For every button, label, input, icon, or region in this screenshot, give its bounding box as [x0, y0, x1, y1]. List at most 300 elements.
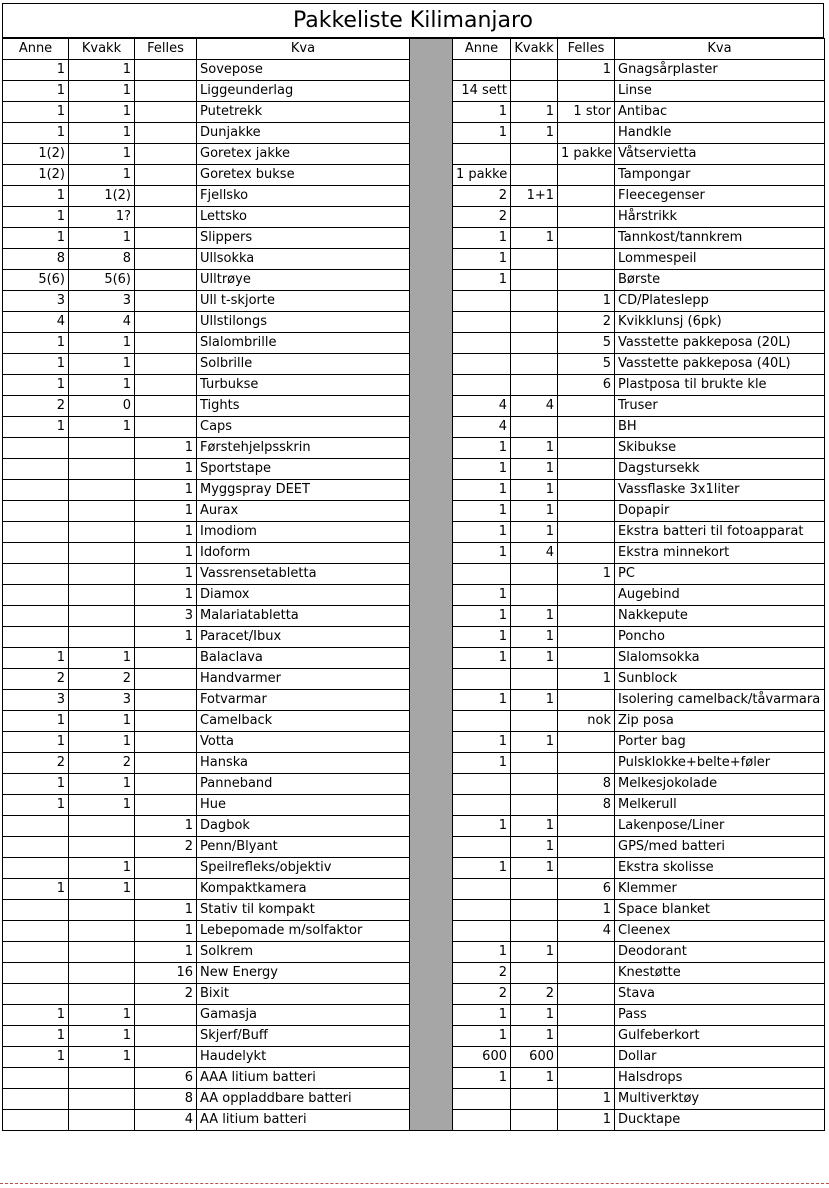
left-anne-cell: 1 [3, 81, 69, 102]
left-item-cell: Lebepomade m/solfaktor [197, 921, 410, 942]
left-item-cell: Panneband [197, 774, 410, 795]
right-anne-cell: 1 [453, 228, 511, 249]
right-felles-cell [558, 480, 615, 501]
left-felles-cell: 6 [135, 1068, 197, 1089]
left-kvakk-cell: 1 [69, 81, 135, 102]
left-kvakk-cell [69, 606, 135, 627]
left-item-cell: Lettsko [197, 207, 410, 228]
right-kvakk-cell: 1 [511, 858, 558, 879]
right-anne-cell: 1 [453, 459, 511, 480]
left-felles-cell [135, 228, 197, 249]
right-item-cell: Linse [615, 81, 825, 102]
right-kvakk-cell: 1 [511, 732, 558, 753]
left-felles-cell [135, 60, 197, 81]
separator-column [410, 39, 453, 1131]
right-kvakk-cell: 1 [511, 648, 558, 669]
left-anne-cell [3, 459, 69, 480]
right-felles-cell [558, 942, 615, 963]
left-kvakk-cell: 2 [69, 669, 135, 690]
left-anne-cell [3, 1089, 69, 1110]
right-felles-cell [558, 249, 615, 270]
left-anne-cell: 1(2) [3, 165, 69, 186]
right-anne-cell [453, 774, 511, 795]
left-item-cell: Myggspray DEET [197, 480, 410, 501]
left-felles-cell: 1 [135, 921, 197, 942]
left-item-cell: Bixit [197, 984, 410, 1005]
right-item-cell: Dollar [615, 1047, 825, 1068]
left-anne-cell [3, 963, 69, 984]
left-felles-cell [135, 102, 197, 123]
right-kvakk-cell: 1 [511, 1026, 558, 1047]
right-felles-cell: 5 [558, 333, 615, 354]
left-anne-cell [3, 480, 69, 501]
left-item-cell: Gamasja [197, 1005, 410, 1026]
right-kvakk-cell [511, 60, 558, 81]
left-felles-cell [135, 207, 197, 228]
left-felles-cell: 1 [135, 585, 197, 606]
left-item-cell: AAA litium batteri [197, 1068, 410, 1089]
left-kvakk-cell: 3 [69, 690, 135, 711]
right-item-cell: Antibac [615, 102, 825, 123]
right-kvakk-cell [511, 921, 558, 942]
left-kvakk-cell: 1 [69, 1047, 135, 1068]
right-felles-cell [558, 438, 615, 459]
right-anne-cell: 2 [453, 207, 511, 228]
left-felles-cell [135, 186, 197, 207]
right-felles-cell [558, 228, 615, 249]
right-anne-cell: 1 [453, 270, 511, 291]
right-kvakk-cell: 1 [511, 606, 558, 627]
right-felles-cell [558, 501, 615, 522]
right-item-cell: Vasstette pakkeposa (40L) [615, 354, 825, 375]
right-item-cell: Tampongar [615, 165, 825, 186]
left-felles-cell: 1 [135, 459, 197, 480]
left-anne-cell [3, 984, 69, 1005]
right-kvakk-cell: 1+1 [511, 186, 558, 207]
header-anne: Anne [3, 39, 69, 60]
left-item-cell: Førstehjelpsskrin [197, 438, 410, 459]
right-felles-cell: 2 [558, 312, 615, 333]
right-anne-cell: 4 [453, 396, 511, 417]
left-felles-cell: 1 [135, 816, 197, 837]
right-kvakk-cell [511, 270, 558, 291]
left-anne-cell [3, 900, 69, 921]
left-kvakk-cell: 1 [69, 774, 135, 795]
right-felles-cell: 6 [558, 375, 615, 396]
left-anne-cell: 1 [3, 375, 69, 396]
right-anne-cell: 4 [453, 417, 511, 438]
right-felles-cell: 1 pakke [558, 144, 615, 165]
right-anne-cell [453, 879, 511, 900]
header-kvakk: Kvakk [69, 39, 135, 60]
left-felles-cell [135, 690, 197, 711]
right-felles-cell [558, 270, 615, 291]
right-item-cell: Slalomsokka [615, 648, 825, 669]
right-anne-cell: 2 [453, 984, 511, 1005]
right-felles-cell [558, 1068, 615, 1089]
right-anne-cell: 1 [453, 648, 511, 669]
left-anne-cell [3, 564, 69, 585]
right-item-cell: Gulfeberkort [615, 1026, 825, 1047]
left-kvakk-cell: 1 [69, 375, 135, 396]
left-item-cell: New Energy [197, 963, 410, 984]
right-anne-cell [453, 921, 511, 942]
right-anne-cell: 1 [453, 585, 511, 606]
left-felles-cell: 1 [135, 522, 197, 543]
right-kvakk-cell [511, 354, 558, 375]
right-item-cell: Tannkost/tannkrem [615, 228, 825, 249]
right-kvakk-cell [511, 165, 558, 186]
right-item-cell: Handkle [615, 123, 825, 144]
right-kvakk-cell [511, 81, 558, 102]
left-kvakk-cell [69, 963, 135, 984]
right-felles-cell: 1 [558, 1089, 615, 1110]
left-felles-cell [135, 375, 197, 396]
left-kvakk-cell [69, 1110, 135, 1131]
right-anne-cell [453, 291, 511, 312]
left-felles-cell [135, 1005, 197, 1026]
left-felles-cell: 3 [135, 606, 197, 627]
right-kvakk-cell [511, 375, 558, 396]
left-item-cell: Sportstape [197, 459, 410, 480]
right-anne-cell: 1 [453, 690, 511, 711]
right-kvakk-cell: 4 [511, 396, 558, 417]
right-item-cell: Sunblock [615, 669, 825, 690]
right-felles-cell [558, 816, 615, 837]
left-kvakk-cell [69, 1068, 135, 1089]
right-kvakk-cell [511, 144, 558, 165]
left-anne-cell [3, 522, 69, 543]
right-item-cell: Lommespeil [615, 249, 825, 270]
left-item-cell: Idoform [197, 543, 410, 564]
right-anne-cell: 1 [453, 1026, 511, 1047]
right-item-cell: Melkesjokolade [615, 774, 825, 795]
left-felles-cell [135, 144, 197, 165]
left-felles-cell: 1 [135, 627, 197, 648]
left-item-cell: Dagbok [197, 816, 410, 837]
right-kvakk-cell [511, 669, 558, 690]
right-item-cell: Augebind [615, 585, 825, 606]
right-kvakk-cell: 1 [511, 123, 558, 144]
left-felles-cell [135, 648, 197, 669]
right-anne-cell: 1 [453, 249, 511, 270]
left-anne-cell: 1 [3, 648, 69, 669]
left-kvakk-cell [69, 501, 135, 522]
left-anne-cell: 1 [3, 60, 69, 81]
right-anne-cell: 1 [453, 480, 511, 501]
left-kvakk-cell: 1 [69, 1005, 135, 1026]
right-kvakk-cell [511, 417, 558, 438]
right-felles-cell [558, 732, 615, 753]
right-item-cell: Porter bag [615, 732, 825, 753]
left-item-cell: Diamox [197, 585, 410, 606]
right-anne-cell: 1 [453, 438, 511, 459]
sheet-title: Pakkeliste Kilimanjaro [2, 3, 824, 38]
left-item-cell: Aurax [197, 501, 410, 522]
right-kvakk-cell [511, 795, 558, 816]
right-item-cell: Dopapir [615, 501, 825, 522]
left-kvakk-cell: 1 [69, 165, 135, 186]
left-item-cell: Speilrefleks/objektiv [197, 858, 410, 879]
right-felles-cell: 6 [558, 879, 615, 900]
right-anne-cell [453, 795, 511, 816]
right-anne-cell: 1 [453, 732, 511, 753]
left-kvakk-cell: 5(6) [69, 270, 135, 291]
right-felles-cell [558, 123, 615, 144]
right-kvakk-cell: 1 [511, 627, 558, 648]
right-kvakk-cell: 1 [511, 102, 558, 123]
header-anne: Anne [453, 39, 511, 60]
right-item-cell: Dagstursekk [615, 459, 825, 480]
right-felles-cell [558, 417, 615, 438]
right-item-cell: Vasstette pakkeposa (20L) [615, 333, 825, 354]
right-kvakk-cell [511, 963, 558, 984]
left-item-cell: Ullstilongs [197, 312, 410, 333]
left-felles-cell: 1 [135, 438, 197, 459]
left-felles-cell [135, 81, 197, 102]
right-felles-cell: 1 [558, 669, 615, 690]
header-felles: Felles [558, 39, 615, 60]
left-felles-cell [135, 333, 197, 354]
left-kvakk-cell: 1 [69, 879, 135, 900]
right-anne-cell: 14 sett [453, 81, 511, 102]
left-item-cell: Tights [197, 396, 410, 417]
right-item-cell: Pass [615, 1005, 825, 1026]
right-anne-cell: 1 [453, 522, 511, 543]
right-anne-cell [453, 375, 511, 396]
left-item-cell: Putetrekk [197, 102, 410, 123]
right-felles-cell [558, 753, 615, 774]
left-kvakk-cell: 1 [69, 648, 135, 669]
left-anne-cell: 1 [3, 102, 69, 123]
right-felles-cell [558, 207, 615, 228]
left-anne-cell [3, 1110, 69, 1131]
right-anne-cell: 1 [453, 1068, 511, 1089]
left-anne-cell [3, 438, 69, 459]
left-item-cell: Solkrem [197, 942, 410, 963]
left-anne-cell: 1 [3, 207, 69, 228]
left-anne-cell: 1 [3, 123, 69, 144]
left-kvakk-cell: 1 [69, 144, 135, 165]
left-felles-cell [135, 795, 197, 816]
right-felles-cell [558, 543, 615, 564]
right-felles-cell [558, 627, 615, 648]
right-felles-cell [558, 606, 615, 627]
left-kvakk-cell: 1 [69, 795, 135, 816]
right-felles-cell [558, 858, 615, 879]
left-item-cell: Ulltrøye [197, 270, 410, 291]
left-felles-cell: 1 [135, 942, 197, 963]
right-felles-cell [558, 963, 615, 984]
left-kvakk-cell: 1 [69, 1026, 135, 1047]
right-item-cell: Ducktape [615, 1110, 825, 1131]
left-item-cell: Vassrensetabletta [197, 564, 410, 585]
right-item-cell: Klemmer [615, 879, 825, 900]
left-item-cell: Kompaktkamera [197, 879, 410, 900]
left-felles-cell [135, 732, 197, 753]
left-item-cell: Goretex bukse [197, 165, 410, 186]
right-kvakk-cell [511, 333, 558, 354]
left-felles-cell [135, 165, 197, 186]
right-felles-cell: nok [558, 711, 615, 732]
right-item-cell: Lakenpose/Liner [615, 816, 825, 837]
left-item-cell: Dunjakke [197, 123, 410, 144]
right-kvakk-cell: 1 [511, 816, 558, 837]
right-felles-cell: 1 [558, 60, 615, 81]
left-kvakk-cell: 2 [69, 753, 135, 774]
left-felles-cell: 2 [135, 837, 197, 858]
right-kvakk-cell [511, 249, 558, 270]
left-felles-cell: 1 [135, 900, 197, 921]
right-item-cell: Zip posa [615, 711, 825, 732]
left-anne-cell: 5(6) [3, 270, 69, 291]
left-anne-cell: 2 [3, 753, 69, 774]
right-kvakk-cell [511, 564, 558, 585]
right-felles-cell: 1 stor [558, 102, 615, 123]
right-item-cell: Space blanket [615, 900, 825, 921]
right-anne-cell: 600 [453, 1047, 511, 1068]
left-kvakk-cell [69, 942, 135, 963]
right-item-cell: BH [615, 417, 825, 438]
header-kvakk: Kvakk [511, 39, 558, 60]
right-felles-cell [558, 1047, 615, 1068]
right-anne-cell: 1 [453, 816, 511, 837]
header-felles: Felles [135, 39, 197, 60]
left-anne-cell [3, 606, 69, 627]
right-kvakk-cell [511, 774, 558, 795]
left-kvakk-cell: 1 [69, 711, 135, 732]
right-item-cell: Halsdrops [615, 1068, 825, 1089]
left-kvakk-cell [69, 837, 135, 858]
left-anne-cell [3, 501, 69, 522]
left-anne-cell [3, 543, 69, 564]
header-row [3, 39, 825, 60]
right-kvakk-cell [511, 711, 558, 732]
packing-table [2, 38, 825, 1131]
right-kvakk-cell [511, 753, 558, 774]
right-anne-cell [453, 1110, 511, 1131]
left-item-cell: Malariatabletta [197, 606, 410, 627]
left-anne-cell: 1 [3, 795, 69, 816]
right-anne-cell [453, 900, 511, 921]
right-felles-cell [558, 585, 615, 606]
right-kvakk-cell: 600 [511, 1047, 558, 1068]
right-anne-cell: 1 pakke [453, 165, 511, 186]
left-kvakk-cell [69, 459, 135, 480]
left-felles-cell [135, 270, 197, 291]
right-felles-cell: 8 [558, 774, 615, 795]
left-felles-cell [135, 774, 197, 795]
right-anne-cell: 1 [453, 102, 511, 123]
right-kvakk-cell: 1 [511, 690, 558, 711]
left-anne-cell [3, 816, 69, 837]
left-anne-cell: 1(2) [3, 144, 69, 165]
left-item-cell: Slalombrille [197, 333, 410, 354]
left-kvakk-cell: 1 [69, 123, 135, 144]
right-felles-cell: 5 [558, 354, 615, 375]
right-item-cell: Våtservietta [615, 144, 825, 165]
right-anne-cell [453, 837, 511, 858]
left-felles-cell [135, 753, 197, 774]
left-kvakk-cell: 1 [69, 333, 135, 354]
right-item-cell: Pulsklokke+belte+føler [615, 753, 825, 774]
left-felles-cell: 1 [135, 543, 197, 564]
left-anne-cell: 2 [3, 669, 69, 690]
right-felles-cell [558, 984, 615, 1005]
right-felles-cell [558, 459, 615, 480]
right-item-cell: Truser [615, 396, 825, 417]
right-kvakk-cell: 1 [511, 1068, 558, 1089]
left-felles-cell [135, 123, 197, 144]
left-kvakk-cell: 3 [69, 291, 135, 312]
left-item-cell: Stativ til kompakt [197, 900, 410, 921]
right-anne-cell: 1 [453, 123, 511, 144]
right-anne-cell: 1 [453, 858, 511, 879]
left-anne-cell: 2 [3, 396, 69, 417]
left-item-cell: Goretex jakke [197, 144, 410, 165]
left-kvakk-cell: 4 [69, 312, 135, 333]
left-kvakk-cell: 0 [69, 396, 135, 417]
right-kvakk-cell [511, 291, 558, 312]
packing-list-sheet [2, 3, 824, 1182]
left-item-cell: Paracet/Ibux [197, 627, 410, 648]
right-anne-cell: 1 [453, 627, 511, 648]
right-kvakk-cell: 1 [511, 522, 558, 543]
right-kvakk-cell: 1 [511, 438, 558, 459]
right-item-cell: Fleecegenser [615, 186, 825, 207]
left-kvakk-cell: 1 [69, 60, 135, 81]
right-felles-cell: 1 [558, 900, 615, 921]
left-kvakk-cell [69, 984, 135, 1005]
left-item-cell: AA oppladdbare batteri [197, 1089, 410, 1110]
left-felles-cell: 2 [135, 984, 197, 1005]
left-item-cell: AA litium batteri [197, 1110, 410, 1131]
right-item-cell: Poncho [615, 627, 825, 648]
left-felles-cell [135, 249, 197, 270]
right-felles-cell: 1 [558, 564, 615, 585]
right-item-cell: Ekstra minnekort [615, 543, 825, 564]
left-felles-cell [135, 417, 197, 438]
right-anne-cell: 1 [453, 501, 511, 522]
left-item-cell: Camelback [197, 711, 410, 732]
left-item-cell: Hue [197, 795, 410, 816]
right-item-cell: Isolering camelback/tåvarmara [615, 690, 825, 711]
right-felles-cell: 1 [558, 1110, 615, 1131]
left-anne-cell [3, 858, 69, 879]
left-anne-cell: 4 [3, 312, 69, 333]
right-item-cell: Stava [615, 984, 825, 1005]
left-kvakk-cell: 1 [69, 354, 135, 375]
left-item-cell: Skjerf/Buff [197, 1026, 410, 1047]
left-felles-cell: 4 [135, 1110, 197, 1131]
right-item-cell: Multiverktøy [615, 1089, 825, 1110]
left-kvakk-cell [69, 438, 135, 459]
left-kvakk-cell [69, 480, 135, 501]
left-item-cell: Ull t-skjorte [197, 291, 410, 312]
right-kvakk-cell [511, 900, 558, 921]
right-felles-cell: 4 [558, 921, 615, 942]
left-anne-cell: 1 [3, 228, 69, 249]
right-felles-cell [558, 648, 615, 669]
right-item-cell: CD/Plateslepp [615, 291, 825, 312]
left-item-cell: Fjellsko [197, 186, 410, 207]
left-anne-cell: 1 [3, 1026, 69, 1047]
left-anne-cell: 8 [3, 249, 69, 270]
right-kvakk-cell [511, 312, 558, 333]
left-item-cell: Caps [197, 417, 410, 438]
left-anne-cell: 1 [3, 186, 69, 207]
left-anne-cell: 1 [3, 1005, 69, 1026]
